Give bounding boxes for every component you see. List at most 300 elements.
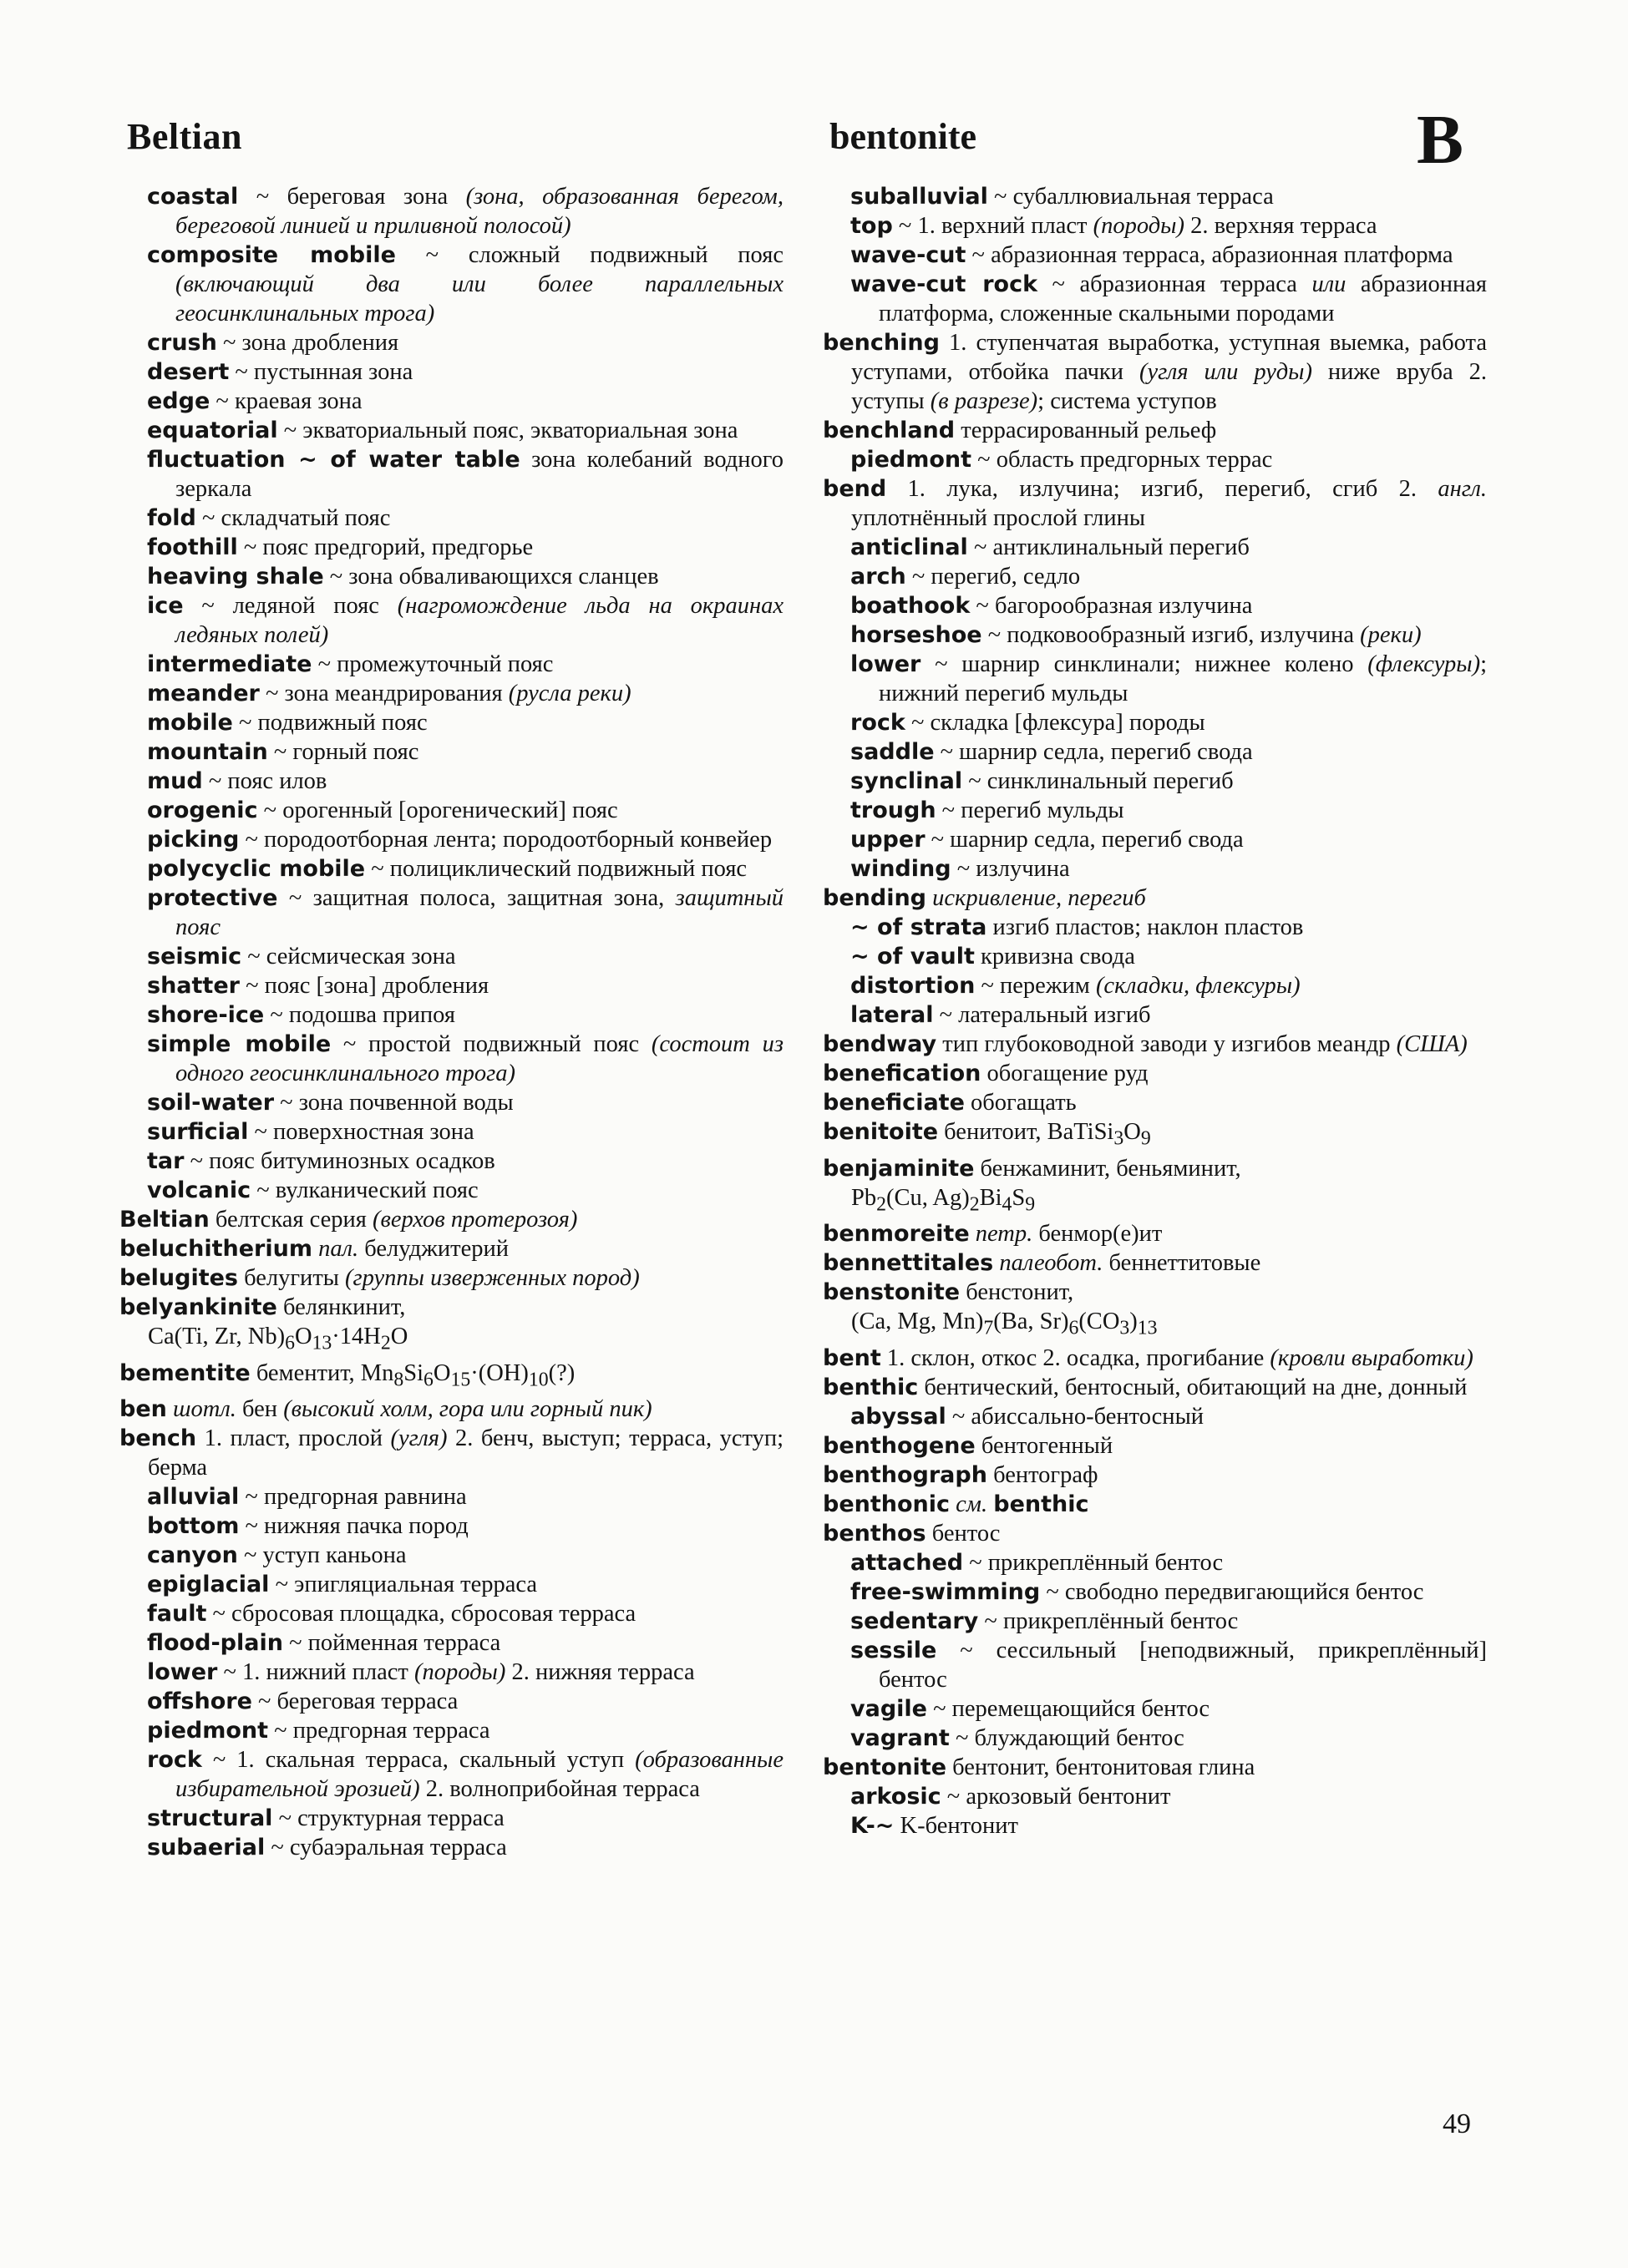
sub-entry: [823, 971, 1487, 1000]
entry-text: ~ свободно передвигающийся бентос: [1040, 1579, 1424, 1606]
headword: distortion: [850, 973, 976, 999]
sub-entry: [823, 854, 1487, 883]
entry-text: 7: [983, 1318, 994, 1340]
sub-entry: [119, 767, 784, 796]
sub-entry: [119, 679, 784, 708]
entry-text: тип глубоководной заводи у изгибов меандр: [936, 1031, 1397, 1057]
entry-text: ; система уступов: [1037, 388, 1217, 414]
headword: canyon: [147, 1542, 238, 1569]
entry-text: ~ береговая терраса: [251, 1688, 459, 1715]
entry-text: ~ пустынная зона: [229, 359, 413, 385]
sub-entry: [119, 825, 784, 854]
headword: polycyclic mobile: [147, 856, 366, 882]
sub-entry: [823, 270, 1487, 328]
headword: mountain: [147, 739, 268, 765]
entry-text: ~ синклинальный перегиб: [962, 768, 1234, 794]
gloss-italic: (породы): [413, 1659, 506, 1686]
entry-text: бементит, Mn: [250, 1359, 394, 1386]
headword: benthic: [823, 1374, 919, 1401]
entry-text: ~ эпигляциальная терраса: [269, 1572, 538, 1598]
entry-text: (Ba, Sr): [993, 1309, 1069, 1335]
sub-entry: [823, 1724, 1487, 1753]
headword: equatorial: [147, 418, 278, 443]
gloss-italic: палеобот.: [999, 1250, 1103, 1277]
entry-text: бентограф: [986, 1462, 1098, 1489]
sub-entry: [119, 562, 784, 591]
sub-entry: [119, 416, 784, 445]
entry-text: бентос: [926, 1521, 1001, 1547]
entry-text: 3: [1113, 1127, 1124, 1150]
gloss-italic: шотл.: [173, 1396, 236, 1423]
sub-entry: [119, 533, 784, 562]
entry-text: 9: [1140, 1127, 1151, 1150]
gloss-italic: пал.: [318, 1236, 359, 1262]
entry-text: ~ зона меандрирования: [259, 681, 509, 706]
headword: free-swimming: [850, 1579, 1041, 1606]
gloss-italic: англ.: [1438, 476, 1487, 502]
entry-text: ~ ледяной пояс: [183, 593, 398, 619]
gloss-italic: (нагромождение льда на окраинах ледяных полей): [175, 593, 784, 648]
headword: benthonic: [823, 1491, 951, 1518]
sub-entry: [823, 562, 1487, 591]
sub-entry: [823, 913, 1487, 942]
entry-text: ~ шарнир седла, перегиб свода: [925, 827, 1244, 853]
gloss-italic: см.: [956, 1491, 988, 1518]
entry-text: кривизна свода: [974, 944, 1135, 969]
sub-entry: [823, 182, 1487, 211]
sub-entry: [823, 825, 1487, 854]
entry-text: ~ предгорная равнина: [239, 1484, 467, 1511]
entry-text: ~ 1. скальная терраса, скальный уступ: [201, 1747, 636, 1774]
headword: suballuvial: [850, 184, 988, 210]
entry-text: S: [1012, 1184, 1026, 1211]
entry-text: ~ антиклинальный перегиб: [967, 534, 1250, 560]
sub-entry: [119, 1570, 784, 1599]
headword: beneficiate: [823, 1090, 965, 1116]
entry-text: ~ 1. нижний пласт: [217, 1659, 414, 1686]
entry-text: 2. нижняя терраса: [505, 1659, 695, 1686]
entry-text: 6: [285, 1332, 295, 1354]
dictionary-entry: [823, 1461, 1487, 1490]
entry-text: ~ подвижный пояс: [232, 710, 428, 736]
dictionary-entry: [823, 1431, 1487, 1461]
entry-text: 10: [528, 1369, 549, 1391]
headword: bementite: [119, 1359, 251, 1386]
dictionary-entry: [823, 883, 1487, 913]
sub-entry: [119, 1628, 784, 1658]
sub-entry: [823, 445, 1487, 474]
sub-entry: [119, 1117, 784, 1147]
dictionary-entry: [119, 1293, 784, 1359]
dictionary-entry: [823, 1117, 1487, 1154]
dictionary-entry: [823, 1059, 1487, 1088]
headword: benjaminite: [823, 1155, 975, 1182]
sub-entry: [119, 1599, 784, 1628]
entry-text: 2: [876, 1193, 886, 1216]
entry-text: 2. бенч, выступ; терраса, уступ; берма: [148, 1425, 784, 1481]
entry-text: ~ породоотборная лента; породоотборный конвейер: [239, 827, 773, 853]
headword: subaerial: [147, 1835, 266, 1861]
headword: beluchitherium: [119, 1236, 312, 1262]
headword: belyankinite: [119, 1294, 277, 1320]
sub-entry: [119, 328, 784, 357]
sub-entry: [119, 1030, 784, 1088]
entry-text: зона колебаний водного зеркала: [175, 447, 784, 502]
sub-entry: [119, 708, 784, 737]
entry-text: ~ подошва припоя: [264, 1002, 455, 1028]
headword: lateral: [850, 1002, 934, 1028]
sub-entry: [823, 1694, 1487, 1724]
sub-entry: [119, 1088, 784, 1117]
headword: fold: [147, 505, 196, 531]
sub-entry: [119, 942, 784, 971]
headword: upper: [850, 827, 926, 853]
entry-text: ~ горный пояс: [267, 739, 419, 765]
headword: coastal: [147, 184, 239, 210]
headword: bendway: [823, 1031, 937, 1057]
headword: heaving shale: [147, 564, 324, 590]
gloss-italic: (угля или руды): [1139, 359, 1312, 385]
entry-text: [970, 1221, 976, 1247]
headword: bench: [119, 1425, 197, 1452]
dictionary-entry: [823, 1344, 1487, 1373]
entry-text: 3: [1119, 1318, 1130, 1340]
entry-text: Si: [403, 1359, 424, 1386]
headword: shore-ice: [147, 1002, 265, 1028]
entry-text: ~ сессильный [неподвижный, прикреплённый] бентос: [879, 1638, 1487, 1693]
headword: synclinal: [850, 768, 963, 794]
sub-entry: [823, 240, 1487, 270]
entry-text: ~ перегиб, седло: [905, 564, 1081, 590]
entry-text: бен: [236, 1396, 284, 1423]
headword: benefication: [823, 1061, 981, 1086]
entry-text: (Ca, Mg, Mn): [851, 1309, 984, 1335]
gloss-italic: (группы изверженных пород): [345, 1265, 640, 1291]
sub-entry: [119, 445, 784, 504]
entry-text: ~ субаэральная терраса: [265, 1835, 507, 1861]
headword: flood-plain: [147, 1630, 283, 1657]
sub-entry: [119, 387, 784, 416]
headword: benthograph: [823, 1462, 987, 1489]
headword: ben: [119, 1396, 167, 1423]
headword: anticlinal: [850, 534, 968, 560]
entry-text: 2: [969, 1193, 980, 1216]
entry-text: ~ сбросовая площадка, сбросовая терраса: [206, 1601, 636, 1628]
sub-entry: [823, 1577, 1487, 1607]
sub-entry: [823, 620, 1487, 650]
entry-text: ~ поверхностная зона: [248, 1119, 474, 1145]
entry-text: 2: [380, 1332, 391, 1354]
sub-entry: [119, 591, 784, 650]
entry-text: ~ пережим: [975, 973, 1096, 999]
headword: vagile: [850, 1696, 927, 1723]
entry-text: (?): [548, 1359, 576, 1386]
entry-text: O: [1123, 1119, 1141, 1145]
sub-entry: [823, 533, 1487, 562]
entry-text: 15: [450, 1369, 471, 1391]
sub-entry: [823, 211, 1487, 240]
headword: fluctuation ~ of water table: [147, 447, 520, 473]
headword: rock: [850, 710, 905, 736]
running-head-left: Beltian: [127, 116, 242, 157]
entry-text: ~ излучина: [951, 856, 1070, 882]
page-number: 49: [1443, 2109, 1471, 2139]
headword: bend: [823, 476, 887, 502]
dictionary-entry: [823, 1088, 1487, 1117]
headword: ice: [147, 593, 184, 619]
entry-text: 1. лука, излучина; изгиб, перегиб, сгиб 2.: [886, 476, 1438, 502]
headword: epiglacial: [147, 1572, 270, 1598]
entry-text: ·(OH): [470, 1359, 529, 1386]
entry-text: ~ шарнир седла, перегиб свода: [934, 739, 1253, 765]
entry-text: ~ подковообразный изгиб, излучина: [981, 622, 1361, 648]
entry-text: ~ предгорная терраса: [268, 1718, 490, 1744]
entry-text: ~ блуждающий бентос: [949, 1725, 1184, 1752]
entry-text: обогащать: [964, 1090, 1077, 1116]
sub-entry: [119, 854, 784, 883]
entry-text: обогащение руд: [981, 1061, 1149, 1086]
headword: bottom: [147, 1513, 240, 1540]
gloss-italic: или: [1311, 271, 1347, 297]
entry-text: Bi: [979, 1184, 1002, 1211]
entry-text: K-бентонит: [894, 1813, 1018, 1840]
entry-text: ~ прикреплённый бентос: [963, 1550, 1224, 1577]
headword: benching: [823, 330, 940, 356]
entry-text: ~ промежуточный пояс: [312, 651, 554, 677]
headword: benitoite: [823, 1119, 939, 1145]
headword: soil-water: [147, 1090, 275, 1116]
headword: desert: [147, 359, 230, 385]
entry-text: ~ защитная полоса, защитная зона,: [277, 885, 676, 911]
entry-text: ~ пояс [зона] дробления: [239, 973, 489, 999]
headword: composite mobile: [147, 242, 396, 268]
entry-text: O: [433, 1359, 451, 1386]
headword: boathook: [850, 593, 971, 619]
entry-text: 2. верхняя терраса: [1184, 213, 1377, 239]
entry-text: ~ аркозовый бентонит: [941, 1784, 1171, 1810]
headword: picking: [147, 827, 240, 853]
headword: K-~: [850, 1813, 895, 1840]
entry-text: 6: [1068, 1318, 1079, 1340]
entry-text: Ca(Ti, Zr, Nb): [148, 1324, 286, 1349]
headword: ~ of strata: [850, 914, 987, 940]
headword: foothill: [147, 534, 238, 560]
dictionary-entry: [823, 416, 1487, 445]
sub-entry: [119, 1687, 784, 1716]
entry-text: бенстонит,: [960, 1279, 1074, 1306]
entry-text: 8: [393, 1369, 404, 1391]
entry-text: бенитоит, BaTiSi: [938, 1119, 1114, 1145]
gloss-italic: защитный пояс: [175, 885, 784, 940]
dictionary-entry: [119, 1263, 784, 1293]
sub-entry: [119, 883, 784, 942]
entry-text: 1. пласт, прослой: [196, 1425, 391, 1452]
gloss-italic: (в разрезе): [930, 388, 1038, 414]
headword: saddle: [850, 739, 935, 765]
headword: winding: [850, 856, 951, 882]
dictionary-entry: [823, 1753, 1487, 1782]
headword: intermediate: [147, 651, 312, 677]
section-letter: B: [1417, 101, 1464, 179]
entry-text: ~ сейсмическая зона: [241, 944, 456, 969]
entry-text: ~ нижняя пачка пород: [239, 1513, 469, 1540]
gloss-italic: (зона, образованная берегом, береговой линией и приливной полосой): [175, 184, 784, 239]
entry-text: 2. волноприбойная терраса: [419, 1776, 700, 1803]
headword: wave-cut: [850, 242, 966, 268]
dictionary-entry: [119, 1424, 784, 1482]
entry-text: Pb: [851, 1184, 877, 1211]
sub-entry: [119, 737, 784, 767]
headword: vagrant: [850, 1725, 950, 1752]
headword: alluvial: [147, 1484, 240, 1511]
entry-text: O: [390, 1324, 408, 1349]
headword: sessile: [850, 1638, 937, 1664]
entry-text: ~ абразионная терраса, абразионная платформа: [966, 242, 1453, 268]
entry-text: ~ экваториальный пояс, экваториальная зона: [277, 418, 738, 443]
gloss-italic: (верхов протерозоя): [373, 1207, 578, 1233]
entry-text: 13: [312, 1332, 332, 1354]
dictionary-entry: [823, 474, 1487, 533]
sub-entry: [119, 971, 784, 1000]
entry-text: белтская серия: [209, 1207, 373, 1233]
entry-text: уплотнённый прослой глины: [851, 505, 1146, 531]
dictionary-entry: [823, 1519, 1487, 1548]
gloss-italic: (реки): [1360, 622, 1422, 648]
dictionary-entry: [823, 1219, 1487, 1248]
entry-text: абразионная платформа, сложенные скальными породами: [879, 271, 1487, 327]
entry-text: ~ прикреплённый бентос: [978, 1608, 1239, 1635]
sub-entry: [119, 1833, 784, 1862]
entry-text: (Cu, Ag): [885, 1184, 970, 1211]
entry-text: ~ пойменная терраса: [282, 1630, 501, 1657]
gloss-italic: (высокий холм, гора или горный пик): [283, 1396, 652, 1423]
headword: sedentary: [850, 1608, 979, 1635]
headword: orogenic: [147, 797, 258, 823]
entry-text: белуджитерий: [358, 1236, 510, 1262]
entry-text: (CO: [1078, 1309, 1120, 1335]
entry-text: ~ абиссально-бентосный: [946, 1404, 1204, 1430]
entry-text: ~ багорообразная излучина: [970, 593, 1253, 619]
headword: top: [850, 213, 893, 239]
entry-text: бенжаминит, беньяминит,: [974, 1155, 1241, 1182]
headword: arkosic: [850, 1784, 941, 1810]
headword: Beltian: [119, 1207, 210, 1233]
entry-text: террасированный рельеф: [955, 418, 1217, 443]
headword: benthic: [993, 1491, 1089, 1518]
entry-text: ~ зона дробления: [216, 330, 399, 356]
sub-entry: [823, 1811, 1487, 1840]
headword: mobile: [147, 710, 233, 736]
entry-text: ~ сложный подвижный пояс: [395, 242, 784, 268]
entry-text: ~ уступ каньона: [237, 1542, 407, 1569]
entry-text: ~ зона обваливающихся сланцев: [323, 564, 659, 590]
sub-entry: [119, 1745, 784, 1804]
gloss-italic: (включающий два или более параллельных геосинклинальных трога): [175, 271, 784, 327]
headword: edge: [147, 388, 210, 414]
headword: simple mobile: [147, 1031, 332, 1057]
headword: bennettitales: [823, 1250, 994, 1277]
entry-text: ~ складка [флексура] породы: [905, 710, 1205, 736]
entry-text: ~ вулканический пояс: [251, 1177, 479, 1203]
dictionary-entry: [119, 1395, 784, 1424]
headword: piedmont: [147, 1718, 269, 1744]
entry-text: O: [294, 1324, 312, 1349]
gloss-italic: (кровли выработки): [1270, 1345, 1473, 1372]
entry-text: ·14H: [332, 1324, 381, 1349]
sub-entry: [119, 1804, 784, 1833]
sub-entry: [119, 1176, 784, 1205]
entry-text: 6: [423, 1369, 434, 1391]
headword: fault: [147, 1601, 207, 1628]
entry-text: белугиты: [238, 1265, 346, 1291]
dictionary-entry: [119, 1234, 784, 1263]
entry-text: ): [1129, 1309, 1138, 1335]
entry-text: белянкинит,: [276, 1294, 406, 1320]
gloss-italic: (породы): [1093, 213, 1184, 239]
entry-text: ~ субаллювиальная терраса: [987, 184, 1274, 210]
entry-text: изгиб пластов; наклон пластов: [986, 914, 1304, 940]
headword: rock: [147, 1747, 202, 1774]
entry-text: [167, 1396, 173, 1422]
sub-entry: [823, 1782, 1487, 1811]
sub-entry: [823, 591, 1487, 620]
headword: crush: [147, 330, 217, 356]
entry-text: ~ область предгорных террас: [971, 447, 1273, 473]
sub-entry: [119, 182, 784, 240]
gloss-italic: (русла реки): [508, 681, 631, 706]
sub-entry: [823, 737, 1487, 767]
dictionary-entry: [119, 1359, 784, 1395]
entry-text: ~ 1. верхний пласт: [892, 213, 1093, 239]
sub-entry: [119, 650, 784, 679]
sub-entry: [119, 796, 784, 825]
headword: bent: [823, 1345, 881, 1372]
sub-entry: [823, 650, 1487, 708]
dictionary-entry: [823, 1490, 1487, 1519]
sub-entry: [823, 1607, 1487, 1636]
headword: meander: [147, 681, 260, 706]
dictionary-entry: [823, 1278, 1487, 1344]
left-column: [119, 182, 784, 1862]
sub-entry: [823, 796, 1487, 825]
headword: arch: [850, 564, 906, 590]
entry-text: ~ зона почвенной воды: [274, 1090, 514, 1116]
headword: horseshoe: [850, 622, 982, 648]
headword: abyssal: [850, 1404, 946, 1430]
entry-text: бентический, бентосный, обитающий на дне, донный: [918, 1374, 1468, 1401]
gloss-italic: (флексуры): [1367, 651, 1481, 677]
gloss-italic: (США): [1396, 1031, 1468, 1057]
headword: lower: [147, 1659, 218, 1686]
dictionary-entry: [823, 1154, 1487, 1220]
headword: tar: [147, 1148, 185, 1174]
headword: piedmont: [850, 447, 972, 473]
headword: protective: [147, 885, 278, 911]
headword: seismic: [147, 944, 242, 969]
gloss-italic: искривление, перегиб: [932, 885, 1146, 911]
sub-entry: [119, 1511, 784, 1541]
headword: benthogene: [823, 1433, 976, 1460]
right-column: [823, 182, 1487, 1840]
sub-entry: [823, 1000, 1487, 1030]
entry-text: ~ пояс илов: [202, 768, 327, 794]
running-head-right: bentonite: [829, 116, 976, 157]
sub-entry: [119, 240, 784, 328]
sub-entry: [119, 1716, 784, 1745]
entry-text: ~ краевая зона: [210, 388, 363, 414]
dictionary-entry: [823, 328, 1487, 416]
entry-text: ~ абразионная терраса: [1037, 271, 1312, 297]
